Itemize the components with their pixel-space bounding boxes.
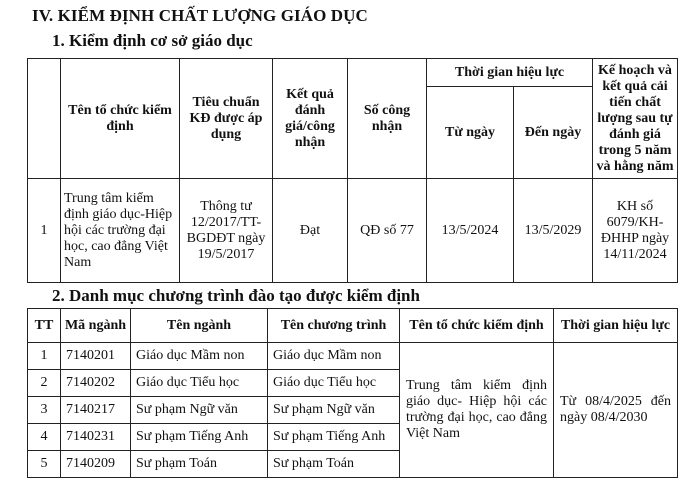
row-standard: Thông tư 12/2017/TT-BGDĐT ngày 19/5/2017 [180, 179, 273, 283]
row-result: Đạt [273, 179, 348, 283]
row-no: 5 [28, 451, 61, 478]
table-row [28, 343, 678, 370]
header-no [28, 59, 61, 179]
header-major: Tên ngành [131, 309, 268, 343]
row-major: Sư phạm Ngữ văn [131, 397, 268, 424]
header-result: Kết quả đánh giá/công nhận [273, 59, 348, 179]
row-program: Giáo dục Mầm non [268, 343, 400, 370]
subsection-title-programs: 2. Danh mục chương trình đào tạo được kiểm định [52, 286, 420, 305]
validity-period: Từ 08/4/2025 đến ngày 08/4/2030 [554, 343, 678, 478]
row-program: Giáo dục Tiểu học [268, 370, 400, 397]
header-org: Tên tổ chức kiểm định [400, 309, 554, 343]
row-org: Trung tâm kiểm định giáo dục-Hiệp hội các trường đại học, cao đẳng Việt Nam [61, 179, 180, 283]
subsection-title-institution: 1. Kiểm định cơ sở giáo dục [52, 31, 253, 50]
row-program: Sư phạm Ngữ văn [268, 397, 400, 424]
row-program: Sư phạm Toán [268, 451, 400, 478]
row-no: 3 [28, 397, 61, 424]
row-major: Giáo dục Mầm non [131, 343, 268, 370]
row-plan: KH số 6079/KH-ĐHHP ngày 14/11/2024 [593, 179, 678, 283]
header-plan: Kế hoạch và kết quả cải tiến chất lượng sau tự đánh giá trong 5 năm và hằng năm [593, 59, 678, 179]
row-to: 13/5/2029 [514, 179, 593, 283]
row-no: 1 [28, 343, 61, 370]
header-from: Từ ngày [427, 87, 514, 179]
row-code: 7140231 [61, 424, 131, 451]
row-code: 7140217 [61, 397, 131, 424]
institution-accreditation-table [27, 58, 678, 283]
table-row [28, 179, 678, 283]
header-decision: Số công nhận [348, 59, 427, 179]
header-no: TT [28, 309, 61, 343]
row-major: Giáo dục Tiểu học [131, 370, 268, 397]
header-org: Tên tổ chức kiểm định [61, 59, 180, 179]
row-no: 4 [28, 424, 61, 451]
row-program: Sư phạm Tiếng Anh [268, 424, 400, 451]
row-no: 1 [28, 179, 61, 283]
header-code: Mã ngành [61, 309, 131, 343]
header-program: Tên chương trình [268, 309, 400, 343]
row-major: Sư phạm Toán [131, 451, 268, 478]
row-major: Sư phạm Tiếng Anh [131, 424, 268, 451]
row-code: 7140201 [61, 343, 131, 370]
row-from: 13/5/2024 [427, 179, 514, 283]
header-validity: Thời gian hiệu lực [427, 59, 593, 87]
header-to: Đến ngày [514, 87, 593, 179]
header-standard: Tiêu chuẩn KĐ được áp dụng [180, 59, 273, 179]
accreditation-org: Trung tâm kiểm định giáo dục- Hiệp hội các trường đại học, cao đẳng Việt Nam [400, 343, 554, 478]
program-accreditation-table [27, 308, 678, 478]
section-title: IV. KIỂM ĐỊNH CHẤT LƯỢNG GIÁO DỤC [32, 6, 368, 25]
row-no: 2 [28, 370, 61, 397]
header-validity: Thời gian hiệu lực [554, 309, 678, 343]
row-decision: QĐ số 77 [348, 179, 427, 283]
row-code: 7140202 [61, 370, 131, 397]
row-code: 7140209 [61, 451, 131, 478]
